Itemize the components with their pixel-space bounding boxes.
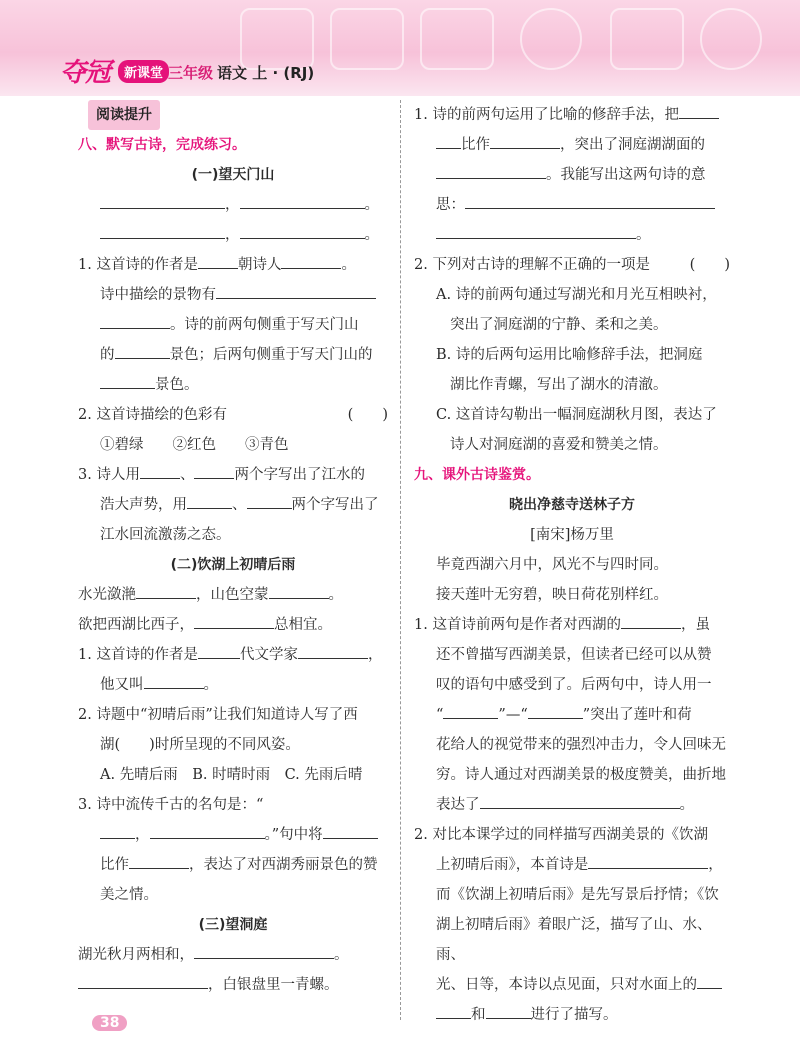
blank[interactable] (100, 372, 155, 389)
page-header (0, 0, 800, 96)
book-deco-icon (240, 8, 314, 70)
blank[interactable] (198, 252, 238, 269)
blank[interactable] (436, 222, 636, 239)
blank[interactable] (140, 462, 180, 479)
q2-options: A. 先晴后雨 B. 时晴时雨 C. 先雨后晴 (100, 767, 363, 783)
brand-logo: 夺冠 (60, 58, 111, 88)
blank[interactable] (588, 852, 708, 869)
blank[interactable] (150, 822, 265, 839)
blank[interactable] (298, 642, 368, 659)
poem4-title: 晓出净慈寺送林子方 (509, 497, 635, 513)
blank[interactable] (194, 942, 334, 959)
blank[interactable] (136, 582, 196, 599)
blank[interactable] (480, 792, 680, 809)
blank[interactable] (129, 852, 189, 869)
blank[interactable] (144, 672, 204, 689)
blank[interactable] (436, 162, 546, 179)
q9-heading: 九、课外古诗鉴赏。 (414, 467, 540, 483)
blank[interactable] (115, 342, 170, 359)
clock-deco-icon (520, 8, 582, 70)
blank[interactable] (78, 972, 208, 989)
blank[interactable] (100, 822, 135, 839)
blank[interactable] (269, 582, 329, 599)
blank[interactable] (528, 702, 583, 719)
blank[interactable] (198, 642, 240, 659)
blank[interactable] (465, 192, 715, 209)
blank[interactable] (436, 1002, 471, 1019)
blank[interactable] (240, 222, 365, 239)
poem3-title: (三)望洞庭 (198, 917, 268, 933)
poem1-title: (一)望天门山 (191, 167, 275, 183)
section-title: 阅读提升 (88, 100, 160, 130)
blank[interactable] (323, 822, 378, 839)
glasses-deco-icon (330, 8, 404, 70)
blank[interactable] (216, 282, 376, 299)
blank[interactable] (240, 192, 365, 209)
blank[interactable] (100, 312, 170, 329)
blank[interactable] (679, 102, 719, 119)
blank[interactable] (436, 132, 461, 149)
page-number: 38 (92, 1015, 127, 1031)
poem2-title: (二)饮湖上初晴后雨 (170, 557, 296, 573)
notebook-deco-icon (610, 8, 684, 70)
grade-label: 三年级 语文 上 · (RJ) (168, 64, 315, 82)
blank[interactable] (490, 132, 560, 149)
blank[interactable] (621, 612, 681, 629)
poem-author: [南宋]杨万里 (530, 527, 614, 543)
brand-badge: 新课堂 (118, 60, 169, 83)
blank[interactable] (486, 1002, 531, 1019)
blank[interactable] (100, 192, 225, 209)
column-divider (400, 100, 401, 1020)
blank[interactable] (281, 252, 341, 269)
globe-deco-icon (700, 8, 762, 70)
q2-options: ①碧绿 ②红色 ③青色 (100, 437, 289, 453)
left-column: 阅读提升 八、默写古诗，完成练习。 (一)望天门山 ， 。 ， 。 1. 这首诗的作者是 朝诗人 。 诗中描绘的景物有 。诗的前两句侧重于写天门山 的 景色；后两句侧重于写天门山的 景色。 2. 这首诗描绘的色彩有 ( ) ①碧绿 ②红色 ③青色 3. 诗人用 、 两个字写出了江水的 浩大声势，用 、 两个字写出了 江水回流激荡之态。 (二)饮湖上初晴后雨 水光潋滟 ，山色空蒙 。 欲把西湖比西子， 总相宜。 1. 这首诗的作者是 代文学家 ， 他又叫 。 2. 诗题中“初晴后雨”让我们知道诗人写了西 湖( )时所呈现的不同风姿。 A. 先晴后雨 B. 时晴时雨 C. 先雨后晴 3. 诗中流传千古的名句是：“ ， 。”句中将 比作 ，表达了对西湖秀丽景色的赞 美之情。 (三)望洞庭 湖光秋月两相和， 。 ，白银盘里一青螺。 (78, 100, 388, 1000)
blank[interactable] (697, 972, 722, 989)
blank[interactable] (443, 702, 498, 719)
blank[interactable] (194, 612, 274, 629)
bag-deco-icon (420, 8, 494, 70)
blank[interactable] (187, 492, 232, 509)
blank[interactable] (194, 462, 234, 479)
blank[interactable] (100, 222, 225, 239)
right-column: 1. 诗的前两句运用了比喻的修辞手法，把 比作 ，突出了洞庭湖湖面的 。我能写出这两句诗的意 思： 。 2. 下列对古诗的理解不正确的一项是 ( ) A. 诗的前两句通过写湖光和月光互相映衬， 突出了洞庭湖的宁静、柔和之美。 B. 诗的后两句运用比喻修辞手法，把洞庭 湖比作青螺，写出了湖水的清澈。 C. 这首诗勾勒出一幅洞庭湖秋月图，表达了 诗人对洞庭湖的喜爱和赞美之情。 九、课外古诗鉴赏。 晓出净慈寺送林子方 [南宋]杨万里 毕竟西湖六月中，风光不与四时同。 接天莲叶无穷碧，映日荷花别样红。 1. 这首诗前两句是作者对西湖的 ，虽 还不曾描写西湖美景，但读者已经可以从赞 叹的语句中感受到了。后两句中，诗人用一 “ ”—“ ”突出了莲叶和荷 花给人的视觉带来的强烈冲击力，令人回味无 穷。诗人通过对西湖美景的极度赞美，曲折地 表达了 。 2. 对比本课学过的同样描写西湖美景的《饮湖 上初晴后雨》，本首诗是 ， 而《饮湖上初晴后雨》是先写景后抒情；《饮 湖上初晴后雨》着眼广泛，描写了山、水、雨、 光、日等，本诗以点见面，只对水面上的 和 进行了描写。 (414, 100, 730, 1030)
blank[interactable] (247, 492, 292, 509)
q8-heading: 八、默写古诗，完成练习。 (78, 137, 246, 153)
